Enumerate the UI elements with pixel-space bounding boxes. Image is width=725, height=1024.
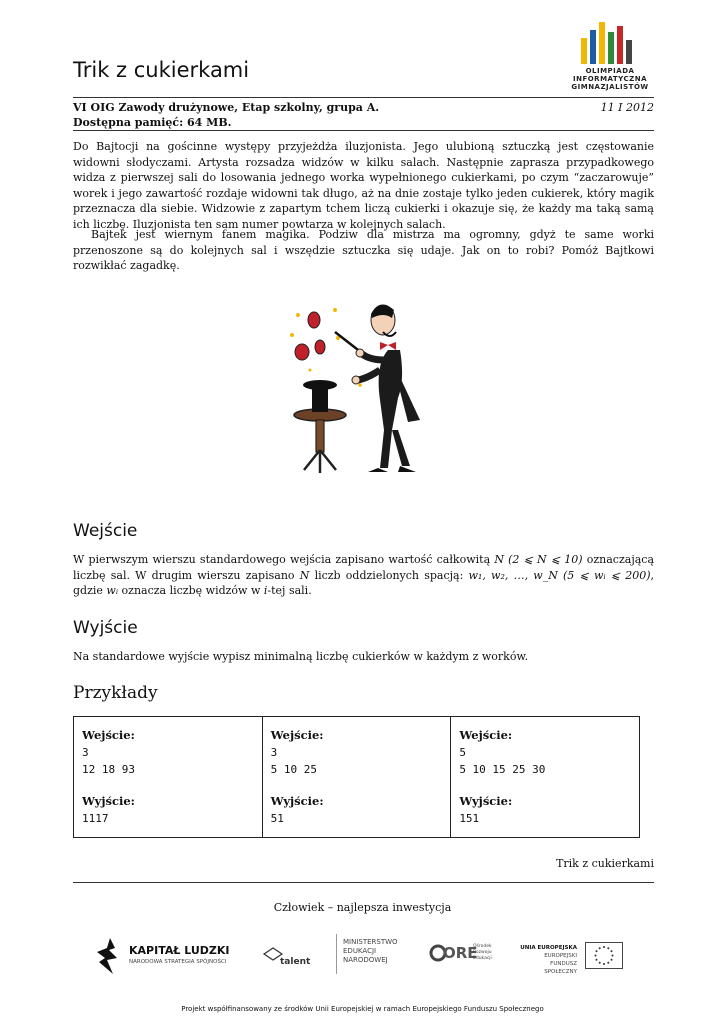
magician-illustration: [280, 290, 450, 485]
logo-bars-icon: [565, 22, 655, 64]
input-description: W pierwszym wierszu standardowego wejścia zapisano wartość całkowitą N (2 ⩽ N ⩽ 10) oznaczającą liczbę sal. W drugim wierszu zapisano N liczb oddzielonych spacją: w₁, w₂, …, w_N (5 ⩽ wᵢ ⩽ 200), gdzie wᵢ oznacza liczbę widzów w i-tej sali.: [73, 553, 655, 597]
kapital-ludzki-icon: [95, 936, 125, 976]
input-label: Wejście:: [82, 728, 135, 742]
oig-logo: [565, 22, 655, 91]
ministry-label: MINISTERSTWO EDUKACJI NARODOWEJ: [343, 938, 398, 964]
example-input-line: 3: [82, 746, 89, 759]
example-output: 51: [270, 812, 284, 825]
example-cell-1: [74, 717, 263, 838]
eu-flag-icon: [585, 942, 623, 969]
examples-heading: Przykłady: [73, 683, 158, 703]
input-label: Wejście:: [270, 728, 324, 742]
header-rule-bottom: [73, 130, 654, 131]
example-input-line: 5 10 25: [270, 763, 318, 776]
output-label: Wyjście:: [82, 794, 135, 808]
story-paragraph-2: Bajtek jest wiernym fanem magika. Podziw dla mistrza ma ogromny, gdyż te same worki przenoszone są do kolejnych sal i wszędzie sztuczka się udaje. Jak on to robi? Pomóż Bajtkowi rozwikłać zagadkę.: [73, 228, 654, 272]
eu-label: UNIA EUROPEJSKA EUROPEJSKI FUNDUSZ SPOŁECZNY: [520, 945, 577, 975]
example-input-line: 5: [459, 746, 466, 759]
header-rule: [73, 97, 654, 98]
example-cell-2: [262, 717, 451, 838]
funding-note: Projekt współfinansowany ze środków Unii Europejskiej w ramach Europejskiego Funduszu Społecznego: [181, 1005, 544, 1013]
footer-rule: [73, 882, 654, 883]
ore-label: ORE: [443, 944, 478, 962]
memory-limit: Dostępna pamięć: 64 MB.: [73, 116, 232, 129]
examples-table: [73, 716, 640, 838]
example-output: 1117: [82, 812, 109, 825]
example-input-line: 12 18 93: [82, 763, 135, 776]
ministry-divider: [336, 934, 337, 974]
talent-label: talent: [280, 957, 311, 967]
story-paragraph-1: Do Bajtocji na gościnne występy przyjeżdża iluzjonista. Jego ulubioną sztuczką jest częstowanie widowni słodyczami. Artysta rozsadza widzów w kilku salach. Następnie zaprasza przypadkowego widza z pierwszej sali do losowania jednego worka wypełnionego cukierkami, po czym “zaczarowuje” worek i jego zawartość rozdaje widowni tak długo, aż na dnie zostaje tylko jeden cukierek, który magik przeznacza dla siebie. Widzowie z zapartym tchem liczą cukierki i okazuje się, że każdy ma taką samą ich liczbę. Iluzjonista ten sam numer powtarza w kolejnych salach.: [73, 140, 654, 231]
output-label: Wyjście:: [459, 794, 513, 808]
example-output: 151: [459, 812, 480, 825]
input-heading: Wejście: [73, 521, 138, 541]
ore-sub: Ośrodek Rozwoju Edukacji: [473, 944, 492, 961]
logo-line-1: OLIMPIADA: [585, 67, 635, 75]
footer-slogan: Człowiek – najlepsza inwestycja: [273, 901, 452, 914]
kapital-ludzki-title: KAPITAŁ LUDZKI: [129, 944, 230, 957]
logo-line-3: GIMNAZJALISTÓW: [571, 83, 649, 91]
example-input-line: 3: [270, 746, 278, 759]
footer-task-name: Trik z cukierkami: [556, 857, 654, 870]
logo-line-2: INFORMATYCZNA: [572, 75, 647, 83]
contest-info: VI OIG Zawody drużynowe, Etap szkolny, grupa A.: [73, 101, 380, 114]
contest-date: 11 I 2012: [600, 101, 654, 114]
output-heading: Wyjście: [73, 618, 138, 638]
example-input-line: 5 10 15 25 30: [459, 763, 546, 776]
input-label: Wejście:: [459, 728, 513, 742]
output-description: Na standardowe wyjście wypisz minimalną liczbę cukierków w każdym z worków.: [73, 650, 529, 663]
kapital-ludzki-sub: NARODOWA STRATEGIA SPÓJNOŚCI: [129, 959, 227, 965]
output-label: Wyjście:: [270, 794, 324, 808]
sponsor-logos: [95, 928, 635, 992]
page-title: Trik z cukierkami: [73, 58, 250, 82]
example-cell-3: [451, 717, 640, 838]
